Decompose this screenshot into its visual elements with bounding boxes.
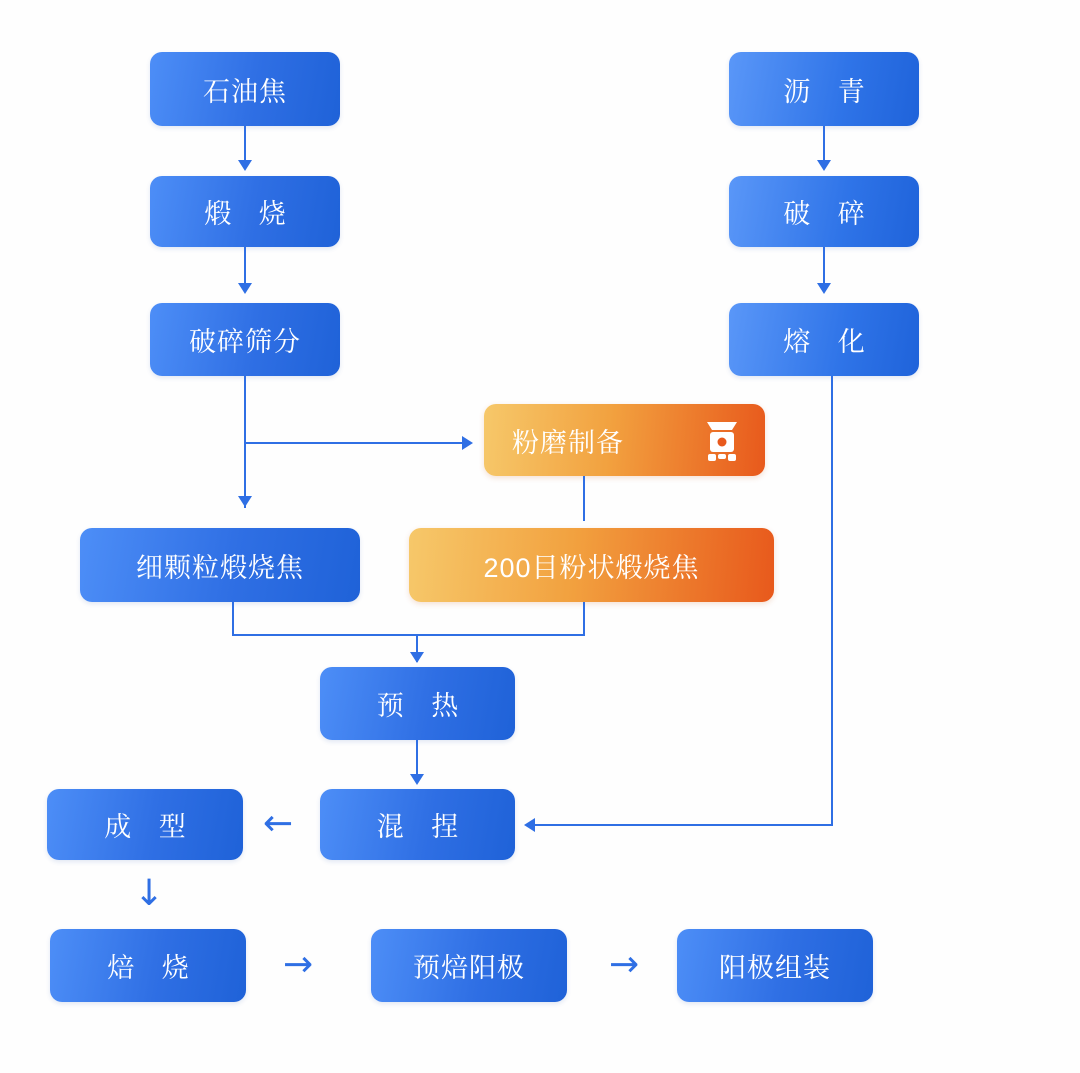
node-crush-screen <box>150 303 340 376</box>
arrowhead-right-grinding <box>462 436 473 450</box>
node-label: 熔 化 <box>783 327 875 357</box>
arrowhead-down-preheat <box>410 652 424 663</box>
node-preheat <box>320 667 515 740</box>
arrowhead-down-calcination <box>238 160 252 171</box>
node-label: 阳极组装 <box>719 953 831 983</box>
arrowhead-down-melting <box>817 283 831 294</box>
node-pitch <box>729 52 919 126</box>
node-baking <box>50 929 246 1002</box>
connector-melting-to-kneading <box>529 824 833 826</box>
connector-grinding-to-powder <box>583 476 585 521</box>
connector-powder-coke-down <box>583 602 585 636</box>
node-label: 粉磨制备 <box>512 427 624 458</box>
arrowhead-down-fine-coke <box>238 496 252 507</box>
node-label: 石油焦 <box>203 76 287 107</box>
node-label: 破 碎 <box>783 199 875 229</box>
node-label: 混 捏 <box>376 812 469 842</box>
node-label: 煅 烧 <box>204 199 296 229</box>
node-label: 破碎筛分 <box>189 327 301 357</box>
node-label: 沥 青 <box>783 76 875 107</box>
node-kneading <box>320 789 515 860</box>
arrowhead-left-kneading-from-melting <box>524 818 535 832</box>
arrowhead-down-crushing <box>817 160 831 171</box>
node-label: 焙 烧 <box>107 953 199 983</box>
node-powder-calcined-coke <box>409 528 774 602</box>
node-label: 预 热 <box>376 691 469 721</box>
grinding-mill-icon <box>701 417 743 463</box>
connector-crush-to-grinding <box>244 442 466 444</box>
arrow-kneading-to-forming: ← <box>263 803 294 844</box>
node-forming <box>47 789 243 860</box>
node-fine-calcined-coke <box>80 528 360 602</box>
connector-fine-coke-down <box>232 602 234 636</box>
node-label: 200目粉状煅烧焦 <box>483 552 700 583</box>
node-petroleum-coke <box>150 52 340 126</box>
node-anode-assembly <box>677 929 873 1002</box>
arrowhead-down-kneading <box>410 774 424 785</box>
node-crushing <box>729 176 919 247</box>
arrow-forming-to-baking: ↓ <box>134 873 165 914</box>
node-label: 预焙阳极 <box>413 953 525 983</box>
node-calcination <box>150 176 340 247</box>
node-grinding-prep <box>484 404 765 476</box>
connector-melting-down <box>831 376 833 826</box>
connector-merge-to-preheat <box>232 634 585 636</box>
node-prebaked-anode <box>371 929 567 1002</box>
node-melting <box>729 303 919 376</box>
arrowhead-down-crush-screen <box>238 283 252 294</box>
arrow-baking-to-prebaked-anode: → <box>283 944 314 985</box>
node-label: 细颗粒煅烧焦 <box>136 552 304 583</box>
arrow-prebaked-to-assembly: → <box>609 944 640 985</box>
node-label: 成 型 <box>104 812 196 842</box>
